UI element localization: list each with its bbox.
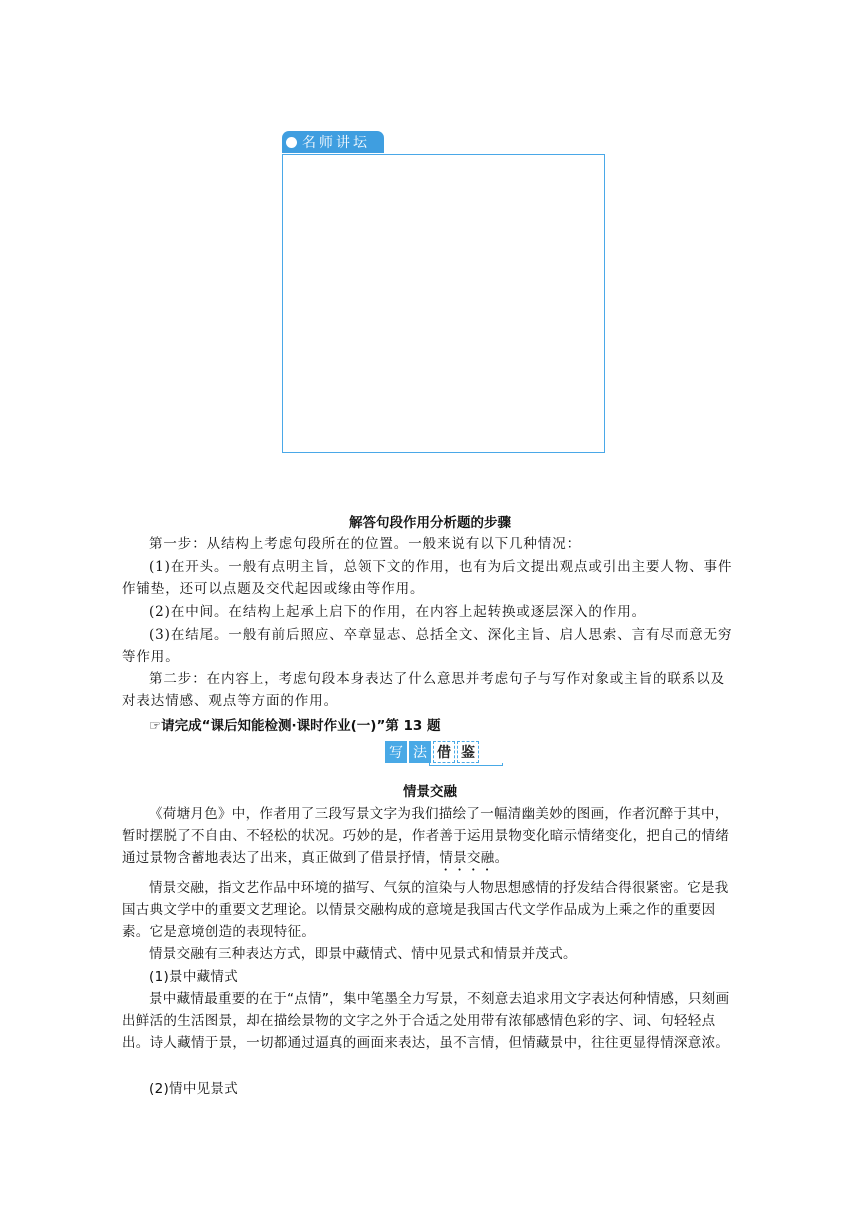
badge-char: 鉴 <box>457 741 479 763</box>
step1-paragraph: 第一步：从结构上考虑句段所在的位置。一般来说有以下几种情况： <box>149 536 581 552</box>
lecture-tab-label: 名师讲坛 <box>302 135 370 151</box>
subheading-2: (2)情中见景式 <box>149 1081 239 1097</box>
lecture-tab <box>282 131 384 153</box>
paragraph-1-text: 《荷塘月色》中，作者用了三段写景文字为我们描绘了一幅清幽美妙的图画，作者沉醉于其中，暂时摆脱了不自由、不轻松的状况。巧妙的是，作者善于运用景物变化暗示情绪变化，把自己的情绪通过景物含蓄地表达了出来，真正做到了借景抒情， <box>122 806 730 866</box>
paragraph-4: 景中藏情最重要的在于“点情”，集中笔墨全力写景，不刻意去追求用文字表达何种情感，只刻画出鲜活的生活图景，却在描绘景物的文字之外于合适之处用带有浓郁感情色彩的字、词、句轻轻点出。诗人藏情于景，一切都通过逼真的画面来表达，虽不言情，但情藏景中，往往更显得情深意浓。 <box>122 991 730 1051</box>
lecture-box <box>282 154 605 453</box>
section1-title: 解答句段作用分析题的步骤 <box>349 515 511 531</box>
section2-title: 情景交融 <box>403 784 457 800</box>
writing-technique-badge <box>385 741 503 766</box>
item3-paragraph: (3)在结尾。一般有前后照应、卒章显志、总括全文、深化主旨、启人思索、言有尽而意无穷等作用。 <box>122 627 733 665</box>
paragraph-1-end: 。 <box>494 850 509 866</box>
paragraph-1 <box>122 803 734 874</box>
badge-char: 借 <box>433 741 455 763</box>
badge-underline <box>429 763 503 766</box>
exercise-reference: ☞请完成“课后知能检测·课时作业(一)”第 13 题 <box>149 718 441 734</box>
badge-char: 写 <box>385 741 407 763</box>
subheading-1: (1)景中藏情式 <box>149 969 239 985</box>
paragraph-2: 情景交融，指文艺作品中环境的描写、气氛的渲染与人物思想感情的抒发结合得很紧密。它是我国古典文学中的重要文艺理论。以情景交融构成的意境是我国古代文学作品成为上乘之作的重要因素。它是意境创造的表现特征。 <box>122 880 729 940</box>
item2-paragraph: (2)在中间。在结构上起承上启下的作用，在内容上起转换或逐层深入的作用。 <box>149 604 647 620</box>
paragraph-3: 情景交融有三种表达方式，即景中藏情式、情中见景式和情景并茂式。 <box>149 946 577 962</box>
item1-paragraph: (1)在开头。一般有点明主旨，总领下文的作用，也有为后文提出观点或引出主要人物、事件作铺垫，还可以点题及交代起因或缘由等作用。 <box>122 559 733 597</box>
badge-char: 法 <box>409 741 431 763</box>
emphasized-term: 情景交融 <box>439 850 495 866</box>
step2-paragraph: 第二步：在内容上，考虑句段本身表达了什么意思并考虑句子与写作对象或主旨的联系以及对表达情感、观点等方面的作用。 <box>122 671 725 709</box>
bullet-dot-icon <box>286 137 297 148</box>
